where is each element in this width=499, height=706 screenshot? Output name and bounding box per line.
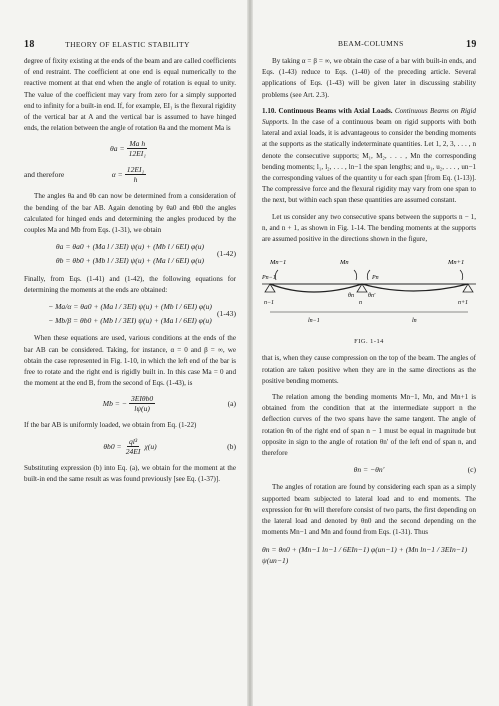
left-page-number: 18 [24, 39, 35, 50]
moment-arrow-right [460, 270, 463, 280]
fraction [125, 165, 146, 184]
label-theta-n: θn [348, 293, 354, 300]
equation-line: − Ma/α = θa0 + (Ma l / 3EI) ψ(u) + (Mb l / 6EI) φ(u) [48, 302, 212, 312]
numerator: 12EI₁ [126, 165, 145, 175]
moment-arrow-center-right [367, 270, 370, 280]
label-span-n-minus-1: ln−1 [308, 318, 320, 325]
equation-line: θa = θa0 + (Ma l / 3EI) ψ(u) + (Mb l / 6EI) φ(u) [55, 242, 205, 252]
right-column [262, 56, 476, 573]
section-subheading: Continuous Beams on Rigid Supports. [262, 106, 476, 127]
right-running-title: BEAM-COLUMNS [338, 39, 404, 48]
paragraph: Finally, from Eqs. (1-41) and (1-42), the following equations for determining the moments at the ends are obtained: [24, 274, 236, 294]
label-moment-n-plus-1: Mn+1 [448, 259, 465, 267]
label-moment-n-minus-1: Mn−1 [270, 259, 287, 267]
paragraph: that is, when they cause compression on the top of the beam. The angles of rotation are taken positive when they are in the same directions as the positive bending moments. [262, 354, 476, 385]
equation-line: θb = θb0 + (Mb l / 3EI) ψ(u) + (Ma l / 6EI) φ(u) [55, 256, 205, 266]
right-header-number [466, 39, 477, 50]
equation-number: (1-43) [217, 309, 236, 319]
section-heading: 1.10. Continuous Beams with Axial Loads. [262, 106, 393, 115]
equation-theta-a [24, 139, 236, 158]
label-force-n: Pn [372, 275, 379, 282]
paragraph: degree of fixity existing at the ends of the beam and are called coefficients of end restraint. The coefficient at one end is equal numerically to the reactive moment at that end when the angle of rotation is equal to unity. The value of the coefficient may vary from zero for a simply supported end to infinity for a built-in end. If, for example, EI₁ is the flexural rigidity of the vertical bar at A and the vertical bar is assumed to have hinged ends, the relation between the angle of rotation θa and the moment Ma is [24, 57, 236, 133]
equation-number: (b) [227, 441, 236, 451]
beam-diagram [262, 250, 476, 334]
paragraph-text: In the case of a continuous beam on rigid supports with both lateral and axial loads, it is advantageous to consider the bending moments at the supports as the statically indeterminate quantities. Let 1, 2, 3, . . . , n denote the consecutive supports; M₁, M₂, . . . , Mn the corresponding bending moments; l₁, l₂, . . . , ln−1 the span lengths; and u₁, u₂, . . . , un−1 the corresponding values of the quantity u for each span [from Eq. (1-13)]. The compressive force and the flexural rigidity may vary from one span to the next, but within each span these quantities are assumed constant. [262, 118, 476, 205]
numerator: 3EIθb0 [130, 394, 154, 404]
paragraph: Substituting expression (b) into Eq. (a), we obtain for the moment at the built-in end the same result as was found previously [see Eq. (1-37)]. [24, 463, 236, 483]
equation-theta-n [262, 544, 476, 566]
equation-lhs: α = [111, 170, 123, 180]
moment-arrow-center-left [354, 270, 357, 280]
equation-number: (1-42) [217, 249, 236, 259]
paragraph: If the bar AB is uniformly loaded, we obtain from Eq. (1-22) [24, 421, 197, 430]
numerator: Ma h [129, 139, 146, 149]
label-support-n-plus-1: n+1 [458, 300, 469, 307]
equation-lhs: θa = [110, 144, 125, 154]
paragraph: The angles θa and θb can now be determined from a consideration of the bending of the bar AB. Again denoting by θa0 and θb0 the angles calculated for hinged ends and determining the angles produced by the couples Ma and Mb from Eqs. (1-31), we obtain [24, 192, 236, 235]
equation-a [24, 394, 236, 413]
paragraph: Let us consider any two consecutive spans between the supports n − 1, n, and n + 1, as shown in Fig. 1-14. The bending moments at the supports are assumed positive in the directions shown in the figure, [262, 212, 476, 244]
section-paragraph [262, 106, 476, 207]
page-gutter [247, 0, 253, 706]
label-force-n-minus-1: Pn−1 [262, 275, 276, 282]
equation-lhs: θb0 = [103, 441, 122, 451]
left-column [24, 56, 236, 490]
label-span-n: ln [412, 318, 417, 325]
numerator: ql³ [128, 436, 138, 446]
equation-1-42 [24, 241, 236, 266]
denominator: 24EI [125, 446, 141, 456]
equation-number: (c) [467, 465, 476, 475]
equation-rhs: χ(u) [144, 441, 157, 451]
equation-alpha [24, 165, 236, 184]
label-support-n-minus-1: n−1 [264, 300, 275, 307]
paragraph: The relation among the bending moments Mn−1, Mn, and Mn+1 is obtained from the condition that at the intermediate support n the deflection curves of the two spans have the same tangent. The angle of rotation θn of the right end of span n − 1 must be equal in magnitude but opposite in sign to the angle of rotation θn′ of the left end of span n, and therefore [262, 393, 476, 458]
right-page-number: 19 [466, 39, 477, 50]
figure-1-14 [262, 250, 476, 334]
equation-lhs: Mb = − [102, 399, 127, 409]
equation-number: (a) [227, 399, 236, 409]
fraction [127, 139, 148, 158]
equation-lead-text: and therefore [24, 170, 65, 180]
figure-caption: FIG. 1-14 [354, 338, 384, 346]
equation-b [24, 437, 236, 456]
label-support-n: n [359, 300, 362, 307]
paragraph: When these equations are used, various conditions at the ends of the bar AB can be considered. Taking, for instance, α = 0 and β = ∞, we obtain the case represented in Fig. 1-10, in which the left end of the bar is free to rotate and the right end is rigidly built in. In this case Ma = 0 and the moment at the end B, from the second of Eqs. (1-43), is [24, 334, 236, 388]
deflection-curve [270, 284, 468, 292]
label-theta-n-prime: θn′ [368, 293, 376, 300]
equation-1-43 [24, 301, 236, 326]
denominator: lψ(u) [134, 404, 150, 414]
equation-body: θn = −θn′ [353, 465, 385, 475]
left-header [24, 39, 190, 50]
equation-line: − Mb/β = θb0 + (Mb l / 3EI) ψ(u) + (Ma l / 6EI) φ(u) [48, 316, 212, 326]
fraction [124, 437, 143, 456]
left-running-title: THEORY OF ELASTIC STABILITY [65, 40, 190, 49]
paragraph: The angles of rotation are found by considering each span as a simply supported beam subjected to lateral load and to end moments. The expression for θn will therefore consist of two parts, the first depending on the lateral load and denoted by θn0 and the second depending on the moments Mn−1 and Mn and found from Eqs. (1-31). Thus [262, 483, 476, 537]
equation-body: θn = θn0 + (Mn−1 ln−1 / 6EIn−1) φ(un−1) + (Mn ln−1 / 3EIn−1) ψ(un−1) [262, 544, 468, 565]
paragraph: By taking α = β = ∞, we obtain the case of a bar with built-in ends, and Eqs. (1-43) reduce to Eqs. (1-40) of the preceding article. Several applications of Eqs. (1-43) will be given later in discussing stability problems (see Art. 2.3). [262, 57, 476, 99]
label-moment-n: Mn [340, 259, 349, 267]
denominator: 12EI₁ [128, 149, 146, 159]
fraction [129, 394, 155, 413]
equation-c [262, 464, 476, 475]
denominator: h [133, 175, 138, 185]
